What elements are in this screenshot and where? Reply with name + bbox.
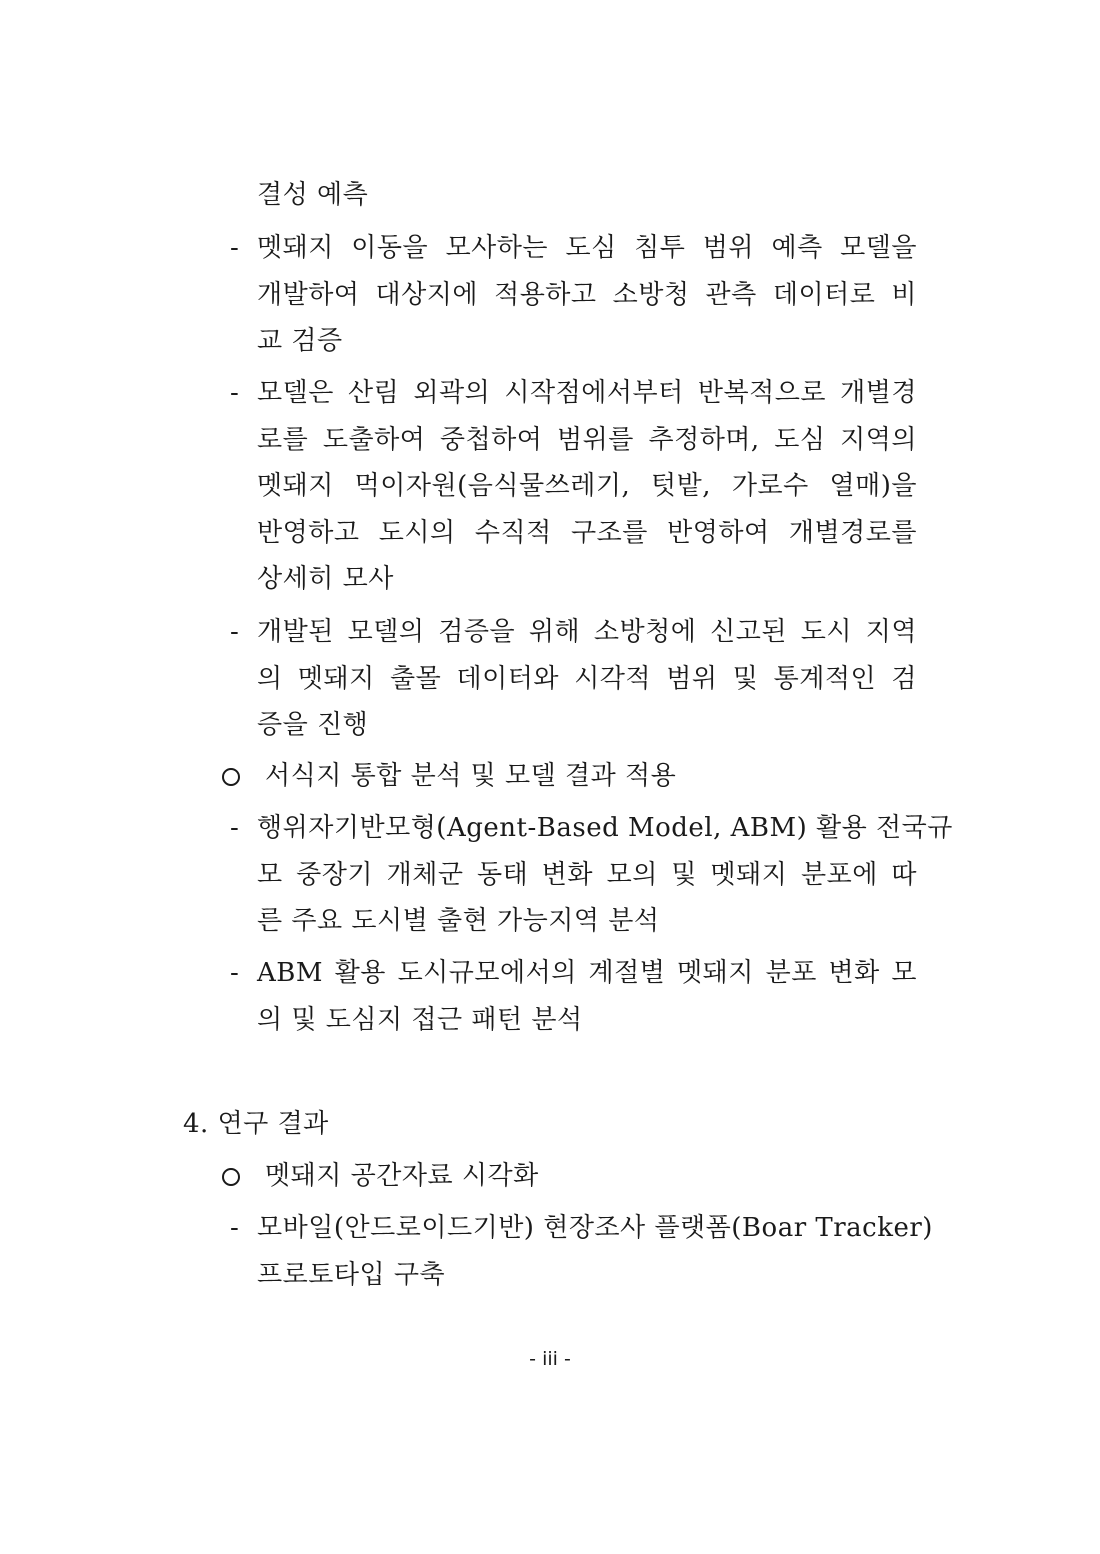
dash-marker: - (230, 617, 239, 647)
circle-bullet-icon (222, 768, 240, 786)
text-line: 4. 연구 결과 (183, 1109, 329, 1139)
bullet-paragraph (257, 225, 917, 365)
continuation-text (257, 172, 917, 219)
page-number: - iii - (529, 1348, 571, 1370)
bullet-paragraph (257, 609, 917, 749)
text-line: 른 주요 도시별 출현 가능지역 분석 (257, 906, 660, 936)
text-line: 서식지 통합 분석 및 모델 결과 적용 (265, 761, 677, 791)
text-line: 모 중장기 개체군 동태 변화 모의 및 멧돼지 분포에 따 (257, 859, 917, 890)
section-heading (183, 1101, 883, 1148)
bullet-paragraph (257, 805, 953, 945)
dash-marker: - (230, 233, 239, 263)
bullet-paragraph (257, 1205, 933, 1298)
dash-marker: - (230, 378, 239, 408)
text-line: 상세히 모사 (257, 564, 394, 594)
text-line: 결성 예측 (257, 180, 369, 210)
text-line: 멧돼지 이동을 모사하는 도심 침투 범위 예측 모델을 (257, 233, 917, 263)
text-line: 의 및 도심지 접근 패턴 분석 (257, 1004, 583, 1035)
dash-marker: - (230, 813, 239, 843)
circle-heading (265, 1153, 915, 1200)
text-line: 프로토타입 구축 (257, 1259, 446, 1290)
dash-marker: - (230, 958, 239, 988)
text-line: 멧돼지 먹이자원(음식물쓰레기, 텃밭, 가로수 열매)을 (257, 471, 917, 501)
circle-bullet-icon (222, 1168, 240, 1186)
text-line: 행위자기반모형(Agent-Based Model, ABM) 활용 전국규 (257, 813, 953, 843)
text-line: 모바일(안드로이드기반) 현장조사 플랫폼(Boar Tracker) (257, 1213, 933, 1243)
bullet-paragraph (257, 950, 917, 1043)
circle-heading (265, 753, 915, 800)
text-line: 모델은 산림 외곽의 시작점에서부터 반복적으로 개별경 (257, 378, 917, 408)
text-line: 로를 도출하여 중첩하여 범위를 추정하며, 도심 지역의 (257, 424, 917, 455)
bullet-paragraph (257, 370, 917, 603)
text-line: 교 검증 (257, 326, 343, 356)
text-line: 개발된 모델의 검증을 위해 소방청에 신고된 도시 지역 (257, 617, 917, 647)
text-line: 개발하여 대상지에 적용하고 소방청 관측 데이터로 비 (257, 279, 917, 310)
text-line: 반영하고 도시의 수직적 구조를 반영하여 개별경로를 (257, 517, 917, 548)
text-line: 의 멧돼지 출몰 데이터와 시각적 범위 및 통계적인 검 (257, 663, 917, 694)
text-line: 증을 진행 (257, 710, 369, 740)
text-line: ABM 활용 도시규모에서의 계절별 멧돼지 분포 변화 모 (257, 958, 917, 988)
text-line: 멧돼지 공간자료 시각화 (265, 1161, 539, 1191)
dash-marker: - (230, 1213, 239, 1243)
